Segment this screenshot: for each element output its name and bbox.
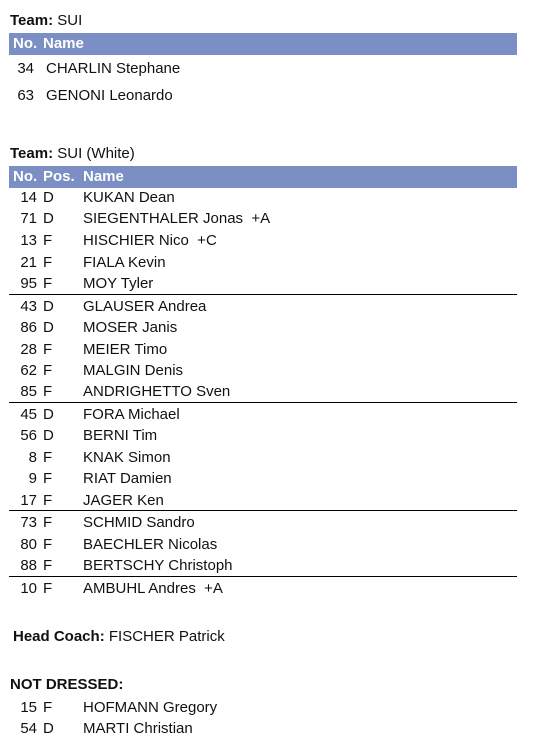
skater-position: D <box>43 427 54 444</box>
skaters-header-no: No. <box>13 168 38 185</box>
goalies-header-name: Name <box>43 35 84 52</box>
skater-position: F <box>43 341 53 358</box>
goalies-header-bar <box>9 33 517 55</box>
skater-name: SCHMID Sandro <box>83 514 195 531</box>
skater-name: MOSER Janis <box>83 319 178 336</box>
skater-row <box>0 578 534 599</box>
skater-number: 9 <box>28 470 37 487</box>
goalie-name: GENONI Leonardo <box>46 87 173 104</box>
not-dressed-number: 54 <box>20 720 37 737</box>
skater-name: GLAUSER Andrea <box>83 298 207 315</box>
skater-name: KUKAN Dean <box>83 189 175 206</box>
skater-number: 10 <box>20 580 37 597</box>
not-dressed-name: HOFMANN Gregory <box>83 699 218 716</box>
skater-position: F <box>43 449 53 466</box>
skater-name: RIAT Damien <box>83 470 172 487</box>
goalies-team-heading <box>10 12 82 29</box>
skater-number: 14 <box>20 189 37 206</box>
skater-position: F <box>43 514 53 531</box>
goalie-row <box>0 85 534 106</box>
skater-row <box>0 512 534 533</box>
line-divider <box>9 294 517 295</box>
skater-name: FORA Michael <box>83 406 180 423</box>
skater-number: 28 <box>20 341 37 358</box>
skater-row <box>0 490 534 511</box>
skater-number: 8 <box>28 449 37 466</box>
not-dressed-title: NOT DRESSED: <box>10 676 124 693</box>
skater-row <box>0 381 534 402</box>
goalies-team-label: Team: <box>10 12 54 29</box>
skater-row <box>0 447 534 468</box>
skater-position: F <box>43 254 53 271</box>
skater-row <box>0 252 534 273</box>
skaters-header-name: Name <box>83 168 124 185</box>
skater-position: D <box>43 319 54 336</box>
skater-position: F <box>43 383 53 400</box>
skater-position: F <box>43 557 53 574</box>
skater-number: 21 <box>20 254 37 271</box>
skater-name: MEIER Timo <box>83 341 168 358</box>
skaters-team-label: Team: <box>10 145 54 162</box>
skater-position: D <box>43 210 54 227</box>
skater-position: F <box>43 492 53 509</box>
skater-row <box>0 468 534 489</box>
goalies-header-no: No. <box>13 35 38 52</box>
head-coach-line <box>13 628 225 645</box>
skater-row <box>0 404 534 425</box>
goalie-number: 34 <box>17 60 34 77</box>
goalie-number: 63 <box>17 87 34 104</box>
skater-name: FIALA Kevin <box>83 254 166 271</box>
line-divider <box>9 510 517 511</box>
head-coach-name: FISCHER Patrick <box>108 628 225 645</box>
not-dressed-row <box>0 718 534 739</box>
skater-name: AMBUHL Andres +A <box>83 580 223 597</box>
goalie-name: CHARLIN Stephane <box>46 60 181 77</box>
line-divider <box>9 402 517 403</box>
skater-position: D <box>43 189 54 206</box>
not-dressed-number: 15 <box>20 699 37 716</box>
skater-position: F <box>43 275 53 292</box>
skater-name: BERNI Tim <box>83 427 158 444</box>
skater-number: 86 <box>20 319 37 336</box>
skater-name: MOY Tyler <box>83 275 154 292</box>
goalies-team-value: SUI <box>57 12 83 29</box>
skaters-team-heading <box>10 145 135 162</box>
skaters-team-value: SUI (White) <box>57 145 135 162</box>
skater-position: F <box>43 580 53 597</box>
skaters-header-bar <box>9 166 517 188</box>
skaters-header-pos: Pos. <box>43 168 75 185</box>
skater-row <box>0 360 534 381</box>
skater-name: ANDRIGHETTO Sven <box>83 383 231 400</box>
skater-position: F <box>43 470 53 487</box>
not-dressed-position: D <box>43 720 54 737</box>
skater-number: 62 <box>20 362 37 379</box>
skater-name: MALGIN Denis <box>83 362 184 379</box>
skater-name: SIEGENTHALER Jonas +A <box>83 210 271 227</box>
skater-name: BAECHLER Nicolas <box>83 536 218 553</box>
goalie-row <box>0 58 534 79</box>
skater-name: HISCHIER Nico +C <box>83 232 217 249</box>
skater-position: F <box>43 362 53 379</box>
not-dressed-position: F <box>43 699 53 716</box>
skater-number: 17 <box>20 492 37 509</box>
skater-number: 73 <box>20 514 37 531</box>
skater-number: 95 <box>20 275 37 292</box>
skater-row <box>0 296 534 317</box>
skater-row <box>0 534 534 555</box>
skater-name: JAGER Ken <box>83 492 164 509</box>
skater-name: BERTSCHY Christoph <box>83 557 233 574</box>
head-coach-label: Head Coach: <box>13 628 105 645</box>
skater-number: 56 <box>20 427 37 444</box>
skater-position: D <box>43 298 54 315</box>
skater-number: 85 <box>20 383 37 400</box>
skater-number: 13 <box>20 232 37 249</box>
skater-row <box>0 187 534 208</box>
skater-row <box>0 273 534 294</box>
skater-position: D <box>43 406 54 423</box>
skater-number: 71 <box>20 210 37 227</box>
skater-number: 80 <box>20 536 37 553</box>
skater-row <box>0 317 534 338</box>
skater-position: F <box>43 232 53 249</box>
skater-row <box>0 339 534 360</box>
not-dressed-name: MARTI Christian <box>83 720 193 737</box>
skater-row <box>0 555 534 576</box>
skater-position: F <box>43 536 53 553</box>
skater-row <box>0 230 534 251</box>
skater-number: 88 <box>20 557 37 574</box>
line-divider <box>9 576 517 577</box>
skater-row <box>0 208 534 229</box>
skater-number: 45 <box>20 406 37 423</box>
skater-number: 43 <box>20 298 37 315</box>
skater-row <box>0 425 534 446</box>
not-dressed-row <box>0 697 534 718</box>
skater-name: KNAK Simon <box>83 449 171 466</box>
